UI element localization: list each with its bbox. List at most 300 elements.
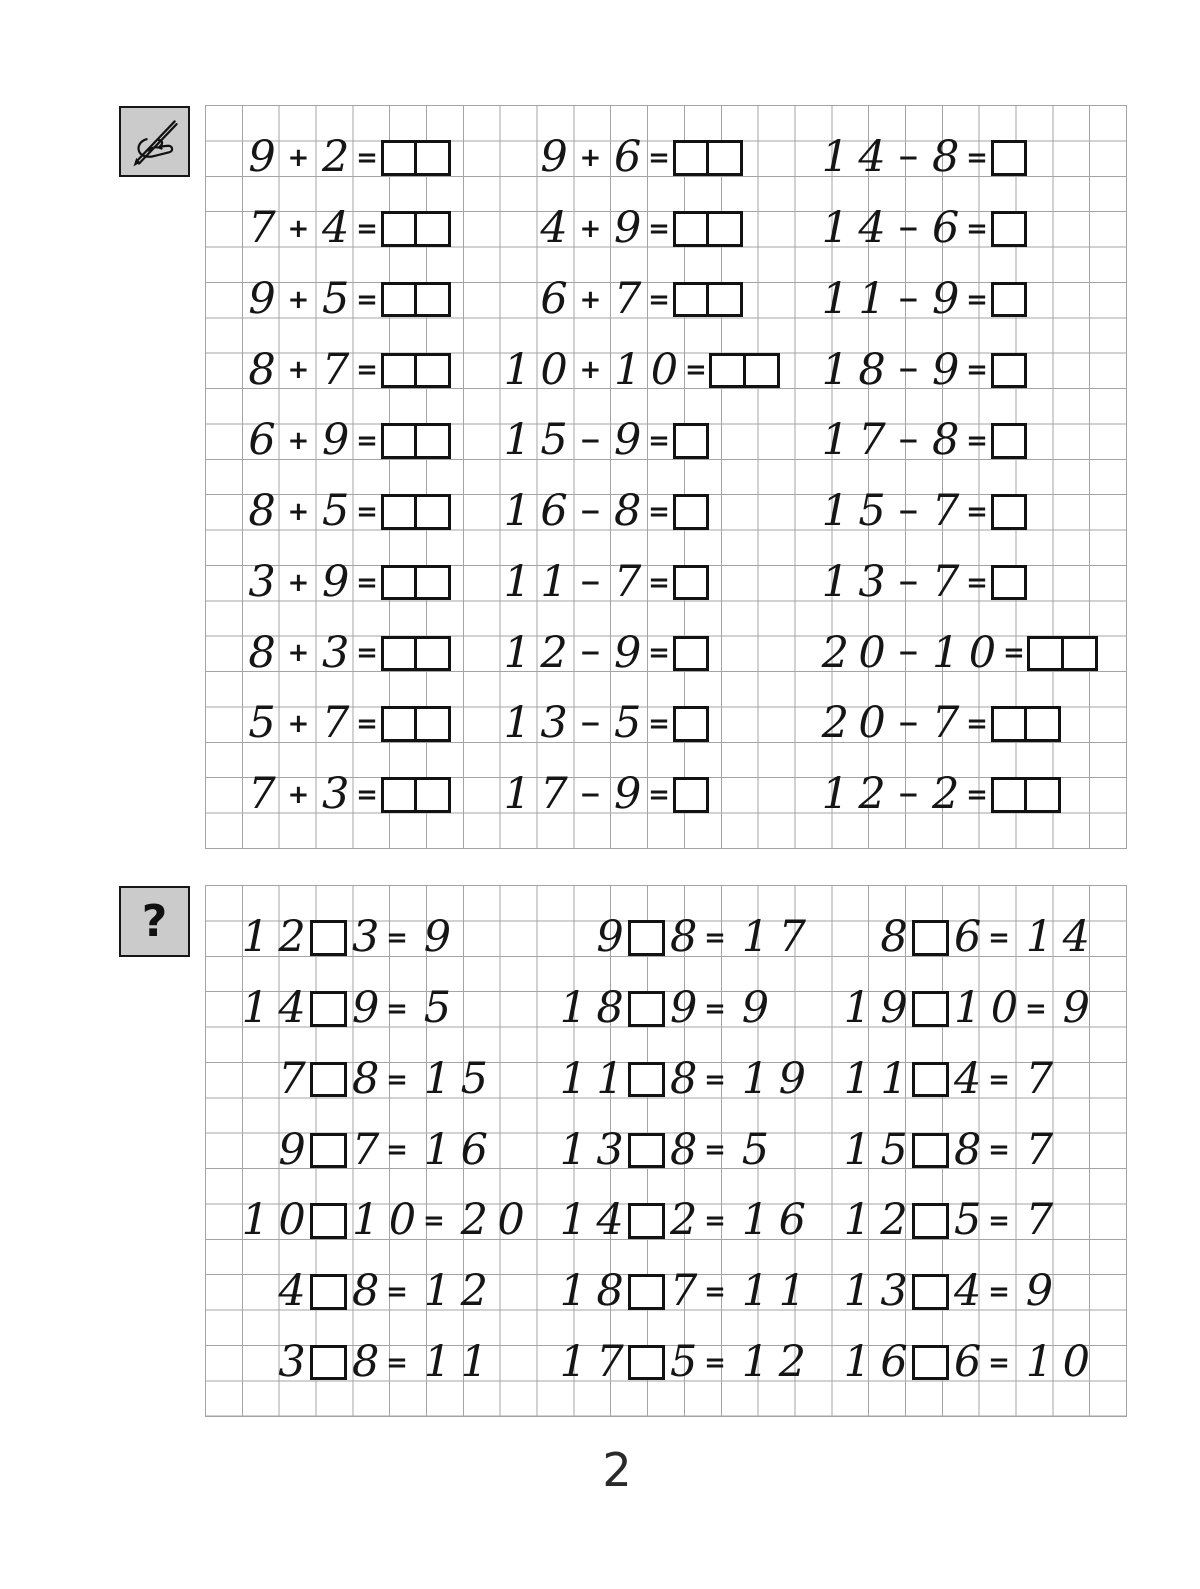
- result-value: [419, 1053, 493, 1104]
- equation-row: [838, 1336, 1094, 1387]
- answer-box[interactable]: [673, 706, 710, 741]
- equals-sign: =: [966, 496, 988, 527]
- answer-boxes: [673, 494, 710, 529]
- answer-boxes: [381, 565, 452, 600]
- first-operand: [498, 769, 572, 820]
- operator-box[interactable]: [628, 920, 665, 955]
- equals-sign: =: [386, 923, 408, 954]
- answer-box[interactable]: [991, 777, 1028, 812]
- equation-row: [206, 344, 451, 395]
- digit: 9: [932, 344, 959, 395]
- first-operand: [838, 1124, 912, 1175]
- operator-box[interactable]: [912, 1345, 949, 1380]
- digit: 8: [932, 132, 959, 183]
- digit: 7: [778, 912, 805, 963]
- digit: 6: [932, 203, 959, 254]
- equation-row: [816, 698, 1061, 749]
- first-operand: [554, 1336, 628, 1387]
- equation-row: [206, 556, 451, 607]
- operator-sign: −: [897, 284, 920, 315]
- equation-row: [816, 203, 1027, 254]
- digit: 7: [932, 698, 959, 749]
- digit: 1: [559, 1053, 586, 1104]
- answer-box[interactable]: [991, 140, 1028, 175]
- digit: 2: [778, 1336, 805, 1387]
- operator-box[interactable]: [628, 1133, 665, 1168]
- operator-box[interactable]: [310, 1133, 347, 1168]
- section2-grid: [205, 885, 1127, 1417]
- answer-box[interactable]: [381, 706, 418, 741]
- operator-sign: +: [579, 143, 602, 174]
- result-value: [1021, 1124, 1058, 1175]
- equals-sign: =: [386, 1064, 408, 1095]
- answer-box[interactable]: [414, 706, 451, 741]
- operator-sign: −: [897, 355, 920, 386]
- digit: 1: [821, 556, 848, 607]
- answer-box[interactable]: [414, 777, 451, 812]
- operator-sign: −: [897, 567, 920, 598]
- digit: 1: [503, 344, 530, 395]
- operator-box[interactable]: [310, 991, 347, 1026]
- answer-boxes: [381, 211, 452, 246]
- operator-sign: +: [287, 779, 310, 810]
- first-operand: [816, 698, 890, 749]
- digit: 1: [596, 1053, 623, 1104]
- equation-row: [838, 1195, 1057, 1246]
- equals-sign: =: [704, 1276, 726, 1307]
- operator-box[interactable]: [310, 1274, 347, 1309]
- first-operand: [206, 415, 280, 466]
- answer-box[interactable]: [673, 282, 710, 317]
- first-operand: [816, 627, 890, 678]
- answer-box[interactable]: [381, 777, 418, 812]
- result-value: [1021, 1053, 1058, 1104]
- digit: 9: [614, 627, 641, 678]
- digit: 1: [241, 1195, 268, 1246]
- digit: 1: [559, 1124, 586, 1175]
- answer-box[interactable]: [991, 494, 1028, 529]
- first-operand: [206, 273, 280, 324]
- digit: 7: [322, 344, 349, 395]
- equals-sign: =: [648, 709, 670, 740]
- equals-sign: =: [386, 1135, 408, 1166]
- equation-row: [206, 132, 451, 183]
- answer-boxes: [381, 636, 452, 671]
- first-operand: [498, 203, 572, 254]
- digit: 5: [614, 698, 641, 749]
- digit: 8: [352, 1053, 379, 1104]
- digit: 9: [741, 983, 769, 1034]
- equation-row: [816, 556, 1027, 607]
- answer-box[interactable]: [381, 282, 418, 317]
- digit: 8: [932, 415, 959, 466]
- digit: 1: [821, 344, 848, 395]
- equals-sign: =: [648, 638, 670, 669]
- digit: 1: [843, 1053, 870, 1104]
- answer-box[interactable]: [991, 423, 1028, 458]
- result-value: [419, 1124, 493, 1175]
- digit: 5: [741, 1124, 769, 1175]
- result-value: [737, 1195, 811, 1246]
- digit: 0: [968, 627, 996, 678]
- equals-sign: =: [386, 1276, 408, 1307]
- digit: 4: [954, 1266, 981, 1317]
- answer-box[interactable]: [414, 353, 451, 388]
- first-operand: [236, 912, 310, 963]
- equation-row: [816, 769, 1061, 820]
- first-operand: [236, 1336, 310, 1387]
- digit: 1: [821, 486, 848, 537]
- digit: 1: [880, 1053, 907, 1104]
- digit: 8: [352, 1266, 379, 1317]
- digit: 2: [540, 627, 567, 678]
- answer-box[interactable]: [414, 211, 451, 246]
- first-operand: [554, 1195, 628, 1246]
- digit: 8: [614, 486, 641, 537]
- answer-box[interactable]: [381, 636, 418, 671]
- first-operand: [236, 983, 310, 1034]
- answer-box[interactable]: [414, 636, 451, 671]
- equals-sign: =: [988, 1064, 1010, 1095]
- operator-sign: +: [287, 638, 310, 669]
- answer-box[interactable]: [381, 211, 418, 246]
- digit: 1: [843, 1266, 870, 1317]
- digit: 1: [503, 415, 530, 466]
- answer-box[interactable]: [743, 353, 780, 388]
- answer-box[interactable]: [414, 494, 451, 529]
- first-operand: [236, 1053, 310, 1104]
- first-operand: [498, 486, 572, 537]
- equals-sign: =: [356, 355, 378, 386]
- digit: 3: [858, 556, 885, 607]
- digit: 3: [322, 769, 349, 820]
- equation-row: [554, 1266, 810, 1317]
- operator-sign: +: [579, 213, 602, 244]
- digit: 1: [843, 983, 870, 1034]
- answer-boxes: [991, 777, 1062, 812]
- answer-box[interactable]: [1024, 706, 1061, 741]
- equation-row: [206, 769, 451, 820]
- first-operand: [206, 203, 280, 254]
- operator-sign: −: [897, 213, 920, 244]
- operator-sign: +: [287, 213, 310, 244]
- operator-box[interactable]: [310, 1062, 347, 1097]
- answer-box[interactable]: [673, 494, 710, 529]
- equals-sign: =: [988, 1135, 1010, 1166]
- operator-box[interactable]: [628, 1274, 665, 1309]
- digit: 4: [322, 203, 349, 254]
- result-value: [1021, 912, 1095, 963]
- first-operand: [498, 698, 572, 749]
- answer-boxes: [381, 423, 452, 458]
- answer-box[interactable]: [991, 211, 1028, 246]
- equals-sign: =: [356, 496, 378, 527]
- first-operand: [554, 1053, 628, 1104]
- digit: 1: [821, 769, 848, 820]
- digit: 4: [278, 983, 305, 1034]
- digit: 7: [1025, 1053, 1053, 1104]
- digit: 9: [670, 983, 697, 1034]
- answer-boxes: [991, 353, 1028, 388]
- equation-row: [554, 1336, 810, 1387]
- operator-sign: −: [897, 143, 920, 174]
- operator-sign: +: [287, 496, 310, 527]
- equals-sign: =: [988, 923, 1010, 954]
- answer-boxes: [381, 353, 452, 388]
- operator-box[interactable]: [310, 1203, 347, 1238]
- answer-boxes: [709, 353, 780, 388]
- digit: 1: [559, 1336, 586, 1387]
- digit: 4: [540, 203, 567, 254]
- digit: 2: [322, 132, 349, 183]
- answer-box[interactable]: [414, 282, 451, 317]
- equation-row: [554, 983, 773, 1034]
- digit: 9: [932, 273, 959, 324]
- answer-box[interactable]: [991, 282, 1028, 317]
- digit: 1: [559, 1266, 586, 1317]
- answer-box[interactable]: [706, 211, 743, 246]
- digit: 3: [540, 698, 567, 749]
- answer-boxes: [381, 777, 452, 812]
- equation-row: [206, 203, 451, 254]
- equation-row: [206, 698, 451, 749]
- answer-boxes: [381, 706, 452, 741]
- first-operand: [554, 1124, 628, 1175]
- digit: 1: [423, 1266, 451, 1317]
- answer-box[interactable]: [673, 140, 710, 175]
- first-operand: [206, 132, 280, 183]
- digit: 9: [1062, 983, 1089, 1034]
- equation-row: [236, 1266, 492, 1317]
- question-mark-glyph: ?: [141, 895, 168, 947]
- result-value: [737, 912, 811, 963]
- answer-box[interactable]: [673, 565, 710, 600]
- equation-row: [236, 1195, 529, 1246]
- digit: 9: [880, 983, 907, 1034]
- equation-row: [554, 1053, 810, 1104]
- operator-box[interactable]: [628, 1345, 665, 1380]
- operator-box[interactable]: [310, 920, 347, 955]
- digit: 6: [954, 912, 981, 963]
- equals-sign: =: [356, 638, 378, 669]
- operator-sign: −: [897, 638, 920, 669]
- digit: 1: [241, 983, 268, 1034]
- operator-box[interactable]: [628, 991, 665, 1026]
- answer-box[interactable]: [991, 565, 1028, 600]
- digit: 6: [954, 1336, 981, 1387]
- digit: 7: [248, 769, 275, 820]
- digit: 0: [990, 983, 1018, 1034]
- operator-box[interactable]: [912, 1133, 949, 1168]
- digit: 5: [954, 1195, 981, 1246]
- digit: 3: [322, 627, 349, 678]
- digit: 8: [858, 344, 885, 395]
- answer-boxes: [381, 494, 452, 529]
- digit: 1: [741, 1195, 769, 1246]
- answer-box[interactable]: [673, 211, 710, 246]
- digit: 9: [540, 132, 567, 183]
- answer-box[interactable]: [414, 565, 451, 600]
- digit: 8: [596, 983, 623, 1034]
- equals-sign: =: [648, 496, 670, 527]
- question-mark-icon: [119, 886, 190, 957]
- equals-sign: =: [966, 779, 988, 810]
- operator-sign: +: [579, 355, 602, 386]
- operator-sign: +: [287, 426, 310, 457]
- first-operand: [838, 912, 912, 963]
- operator-sign: −: [579, 709, 602, 740]
- answer-box[interactable]: [706, 140, 743, 175]
- digit: 1: [614, 344, 641, 395]
- first-operand: [498, 132, 572, 183]
- operator-box[interactable]: [310, 1345, 347, 1380]
- answer-boxes: [381, 282, 452, 317]
- equation-row: [236, 983, 455, 1034]
- answer-boxes: [991, 494, 1028, 529]
- answer-box[interactable]: [381, 494, 418, 529]
- equals-sign: =: [966, 426, 988, 457]
- result-value: [737, 983, 774, 1034]
- equals-sign: =: [704, 1347, 726, 1378]
- digit: 1: [241, 912, 268, 963]
- equation-row: [236, 1053, 492, 1104]
- digit: 9: [352, 983, 379, 1034]
- first-operand: [816, 344, 890, 395]
- digit: 1: [1025, 912, 1053, 963]
- digit: 9: [322, 415, 349, 466]
- equation-row: [498, 486, 709, 537]
- digit: 2: [460, 1266, 487, 1317]
- first-operand: [838, 1336, 912, 1387]
- answer-box[interactable]: [1027, 636, 1064, 671]
- digit: 4: [596, 1195, 623, 1246]
- digit: 8: [248, 486, 275, 537]
- equals-sign: =: [648, 426, 670, 457]
- equals-sign: =: [648, 284, 670, 315]
- operator-sign: −: [579, 426, 602, 457]
- digit: 1: [741, 1266, 769, 1317]
- equation-row: [838, 1124, 1057, 1175]
- answer-box[interactable]: [381, 140, 418, 175]
- digit: 5: [460, 1053, 487, 1104]
- answer-box[interactable]: [381, 565, 418, 600]
- first-operand: [236, 1266, 310, 1317]
- answer-box[interactable]: [991, 706, 1028, 741]
- operator-box[interactable]: [628, 1062, 665, 1097]
- first-operand: [236, 1195, 310, 1246]
- digit: 8: [670, 1053, 697, 1104]
- answer-boxes: [673, 706, 710, 741]
- operator-sign: +: [287, 355, 310, 386]
- equation-row: [498, 627, 709, 678]
- digit: 2: [821, 627, 848, 678]
- answer-box[interactable]: [673, 636, 710, 671]
- result-value: [1021, 1266, 1058, 1317]
- result-value: [419, 983, 456, 1034]
- equation-row: [498, 698, 709, 749]
- operator-box[interactable]: [912, 1274, 949, 1309]
- digit: 5: [423, 983, 451, 1034]
- digit: 9: [614, 415, 641, 466]
- first-operand: [206, 627, 280, 678]
- equation-row: [816, 344, 1027, 395]
- equals-sign: =: [966, 709, 988, 740]
- digit: 8: [352, 1336, 379, 1387]
- digit: 5: [322, 486, 349, 537]
- digit: 1: [423, 1336, 451, 1387]
- equals-sign: =: [356, 284, 378, 315]
- digit: 2: [858, 769, 885, 820]
- equation-row: [838, 912, 1094, 963]
- answer-box[interactable]: [381, 423, 418, 458]
- operator-box[interactable]: [912, 1062, 949, 1097]
- digit: 1: [423, 1053, 451, 1104]
- digit: 1: [932, 627, 959, 678]
- equation-row: [816, 627, 1098, 678]
- digit: 7: [614, 556, 641, 607]
- writing-hand-icon: [119, 106, 190, 177]
- answer-box[interactable]: [706, 282, 743, 317]
- operator-box[interactable]: [912, 920, 949, 955]
- answer-box[interactable]: [673, 423, 710, 458]
- answer-box[interactable]: [673, 777, 710, 812]
- digit: 6: [614, 132, 641, 183]
- digit: 3: [352, 912, 379, 963]
- answer-box[interactable]: [414, 423, 451, 458]
- answer-boxes: [673, 140, 744, 175]
- operator-box[interactable]: [912, 1203, 949, 1238]
- result-value: [737, 1336, 811, 1387]
- operator-sign: −: [579, 779, 602, 810]
- digit: 2: [932, 769, 959, 820]
- answer-box[interactable]: [1024, 777, 1061, 812]
- answer-box[interactable]: [414, 140, 451, 175]
- equals-sign: =: [422, 1206, 445, 1237]
- digit: 6: [460, 1124, 487, 1175]
- digit: 7: [932, 556, 959, 607]
- digit: 7: [1025, 1195, 1053, 1246]
- equals-sign: =: [356, 709, 378, 740]
- equals-sign: =: [648, 567, 670, 598]
- answer-boxes: [991, 140, 1028, 175]
- equation-row: [816, 132, 1027, 183]
- operator-box[interactable]: [628, 1203, 665, 1238]
- digit: 9: [1025, 1266, 1053, 1317]
- answer-boxes: [381, 140, 452, 175]
- answer-box[interactable]: [381, 353, 418, 388]
- operator-box[interactable]: [912, 991, 949, 1026]
- answer-box[interactable]: [1061, 636, 1098, 671]
- operator-sign: −: [897, 709, 920, 740]
- digit: 4: [954, 1053, 981, 1104]
- digit: 1: [423, 1124, 451, 1175]
- equation-row: [554, 912, 810, 963]
- answer-box[interactable]: [709, 353, 746, 388]
- digit: 1: [741, 1053, 769, 1104]
- digit: 9: [778, 1053, 805, 1104]
- equation-row: [236, 1124, 492, 1175]
- result-value: [737, 1266, 811, 1317]
- section1-grid: [205, 105, 1127, 849]
- digit: 0: [858, 698, 885, 749]
- answer-box[interactable]: [991, 353, 1028, 388]
- digit: 1: [821, 273, 848, 324]
- answer-boxes: [673, 636, 710, 671]
- digit: 1: [843, 1124, 870, 1175]
- digit: 1: [540, 556, 567, 607]
- digit: 1: [954, 983, 981, 1034]
- first-operand: [498, 627, 572, 678]
